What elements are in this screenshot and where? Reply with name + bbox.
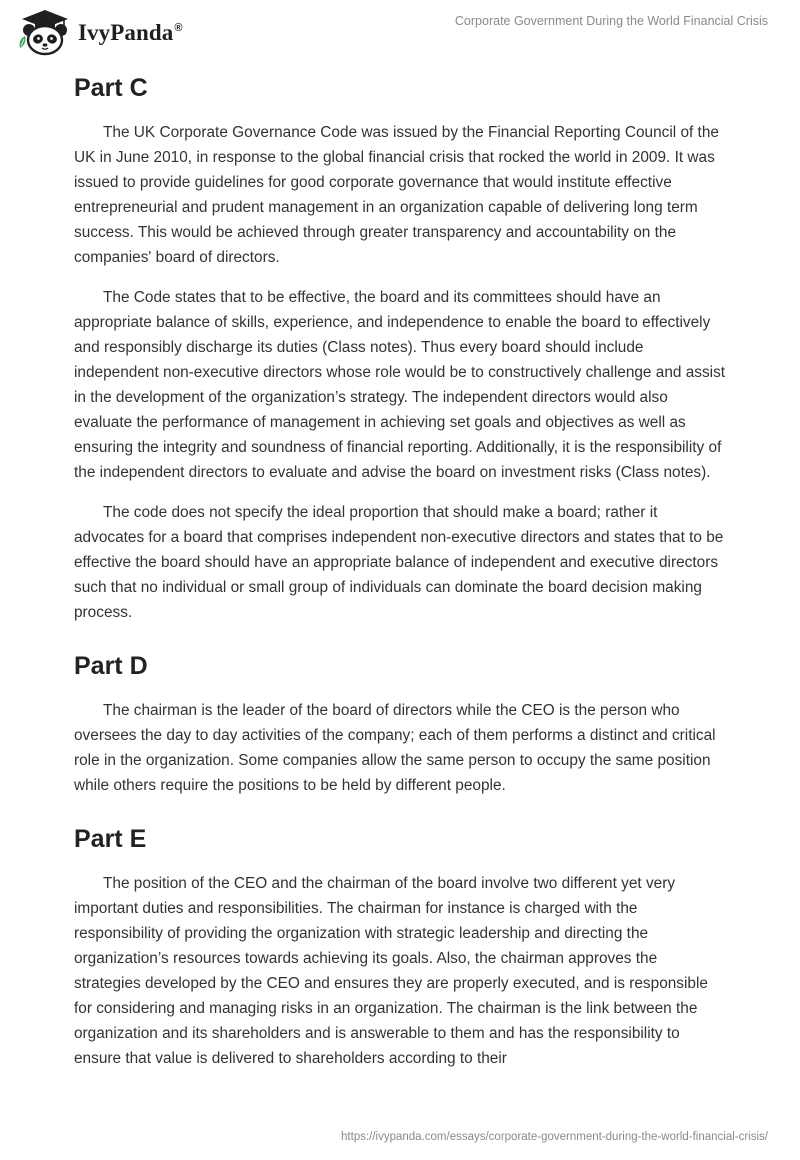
section-heading: Part C <box>74 74 148 102</box>
paragraph: The Code states that to be effective, the board and its committees should have an appropriate balance of skills, experience, and independence to enable the board to effectively and responsibly discharge its duties (Class notes). Thus every board should include independent non-executive directors whose role would be to constructively challenge and assist in the development of the organization’s strategy. The independent directors would also evaluate the performance of management in achieving set goals and objectives as well as ensuring the integrity and soundness of financial reporting. Additionally, it is the responsibility of the independent directors to evaluate and advise the board on investment risks (Class notes). <box>74 289 726 481</box>
brand-logo[interactable] <box>16 8 183 56</box>
paragraph: The code does not specify the ideal proportion that should make a board; rather it advocates for a board that comprises independent non-executive directors and states that to be effective the board should have an appropriate balance of independent and executive directors such that no individual or small group of individuals can dominate the board decision making process. <box>74 504 724 621</box>
panda-logo-icon <box>16 8 74 56</box>
paragraph: The chairman is the leader of the board of directors while the CEO is the person who oversees the day to day activities of the company; each of them performs a distinct and critical role in the organization. Some companies allow the same person to occupy the same position while others require the positions to be held by different people. <box>74 702 716 794</box>
section-part-c <box>74 68 726 625</box>
section-part-e <box>74 819 726 1071</box>
paragraph: The position of the CEO and the chairman of the board involve two different yet very important duties and responsibilities. The chairman for instance is charged with the responsibility of providing the organization with strategic leadership and directing the organization’s resources towards achieving its goals. Also, the chairman approves the strategies developed by the CEO and ensures they are properly executed, and is responsible for considering and managing risks in an organization. The chairman is the link between the organization and its shareholders and is answerable to them and has the responsibility to ensure that value is delivered to shareholders according to their <box>74 875 708 1067</box>
section-heading: Part D <box>74 652 148 680</box>
source-url-link[interactable]: https://ivypanda.com/essays/corporate-government-during-the-world-financial-crisis/ <box>341 1131 768 1143</box>
essay-content <box>74 68 726 1071</box>
registered-mark: ® <box>174 22 183 35</box>
section-part-d <box>74 646 726 798</box>
paragraph: The UK Corporate Governance Code was issued by the Financial Reporting Council of the UK in June 2010, in response to the global financial crisis that rocked the world in 2009. It was issued to provide guidelines for good corporate governance that would institute effective entrepreneurial and prudent management in an organization capable of delivering long term success. This would be achieved through greater transparency and accountability on the companies' board of directors. <box>74 124 719 266</box>
brand-name: IvyPanda® <box>78 20 183 45</box>
section-heading: Part E <box>74 825 147 853</box>
page-header <box>0 0 800 62</box>
document-title: Corporate Government During the World Financial Crisis <box>454 14 768 28</box>
